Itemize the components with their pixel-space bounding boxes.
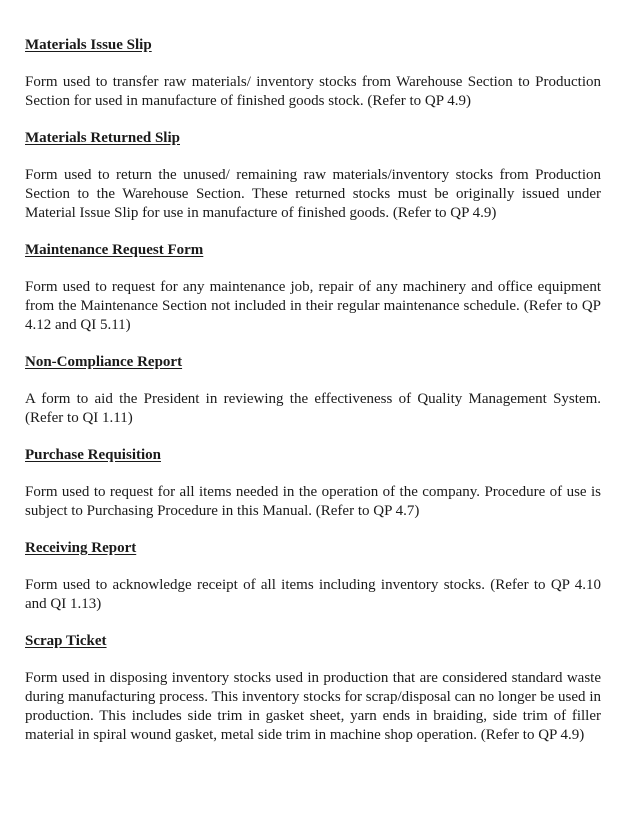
entry-heading: Materials Returned Slip — [25, 130, 180, 146]
entry-heading: Non-Compliance Report — [25, 354, 183, 370]
entry-heading: Receiving Report — [25, 540, 137, 556]
entry-materials-returned-slip — [25, 129, 601, 223]
entry-non-compliance-report — [25, 353, 601, 428]
entry-materials-issue-slip — [25, 36, 601, 111]
entry-description: Form used to acknowledge receipt of all items including inventory stocks. (Refer to QP 4.10 and QI 1.13) — [25, 577, 601, 612]
entry-receiving-report — [25, 539, 601, 614]
entry-description: Form used to request for any maintenance job, repair of any machinery and office equipment from the Maintenance Section not included in their regular maintenance schedule. (Refer to QP 4.12 and QI 5.11) — [25, 279, 601, 333]
entry-heading: Purchase Requisition — [25, 447, 161, 463]
entry-description: Form used in disposing inventory stocks used in production that are considered standard waste during manufacturing process. This inventory stocks for scrap/disposal can no longer be used in production. This includes side trim in gasket sheet, yarn ends in braiding, side trim of filler material in spiral wound gasket, metal side trim in machine shop operation. (Refer to QP 4.9) — [25, 670, 601, 743]
entry-maintenance-request-form — [25, 241, 601, 335]
entry-description: Form used to return the unused/ remaining raw materials/inventory stocks from Production Section to the Warehouse Section. These returned stocks must be originally issued under Material Issue Slip for use in manufacture of finished goods. (Refer to QP 4.9) — [25, 167, 601, 221]
entry-heading: Maintenance Request Form — [25, 242, 204, 258]
entry-description: A form to aid the President in reviewing the effectiveness of Quality Management System. (Refer to QI 1.11) — [25, 391, 601, 426]
entry-heading: Materials Issue Slip — [25, 37, 152, 53]
entry-heading: Scrap Ticket — [25, 633, 107, 649]
entry-description: Form used to request for all items needed in the operation of the company. Procedure of use is subject to Purchasing Procedure in this Manual. (Refer to QP 4.7) — [25, 484, 601, 519]
entry-description: Form used to transfer raw materials/ inventory stocks from Warehouse Section to Production Section for used in manufacture of finished goods stock. (Refer to QP 4.9) — [25, 74, 601, 109]
document-page — [25, 36, 601, 763]
entry-scrap-ticket — [25, 632, 601, 745]
entry-purchase-requisition — [25, 446, 601, 521]
